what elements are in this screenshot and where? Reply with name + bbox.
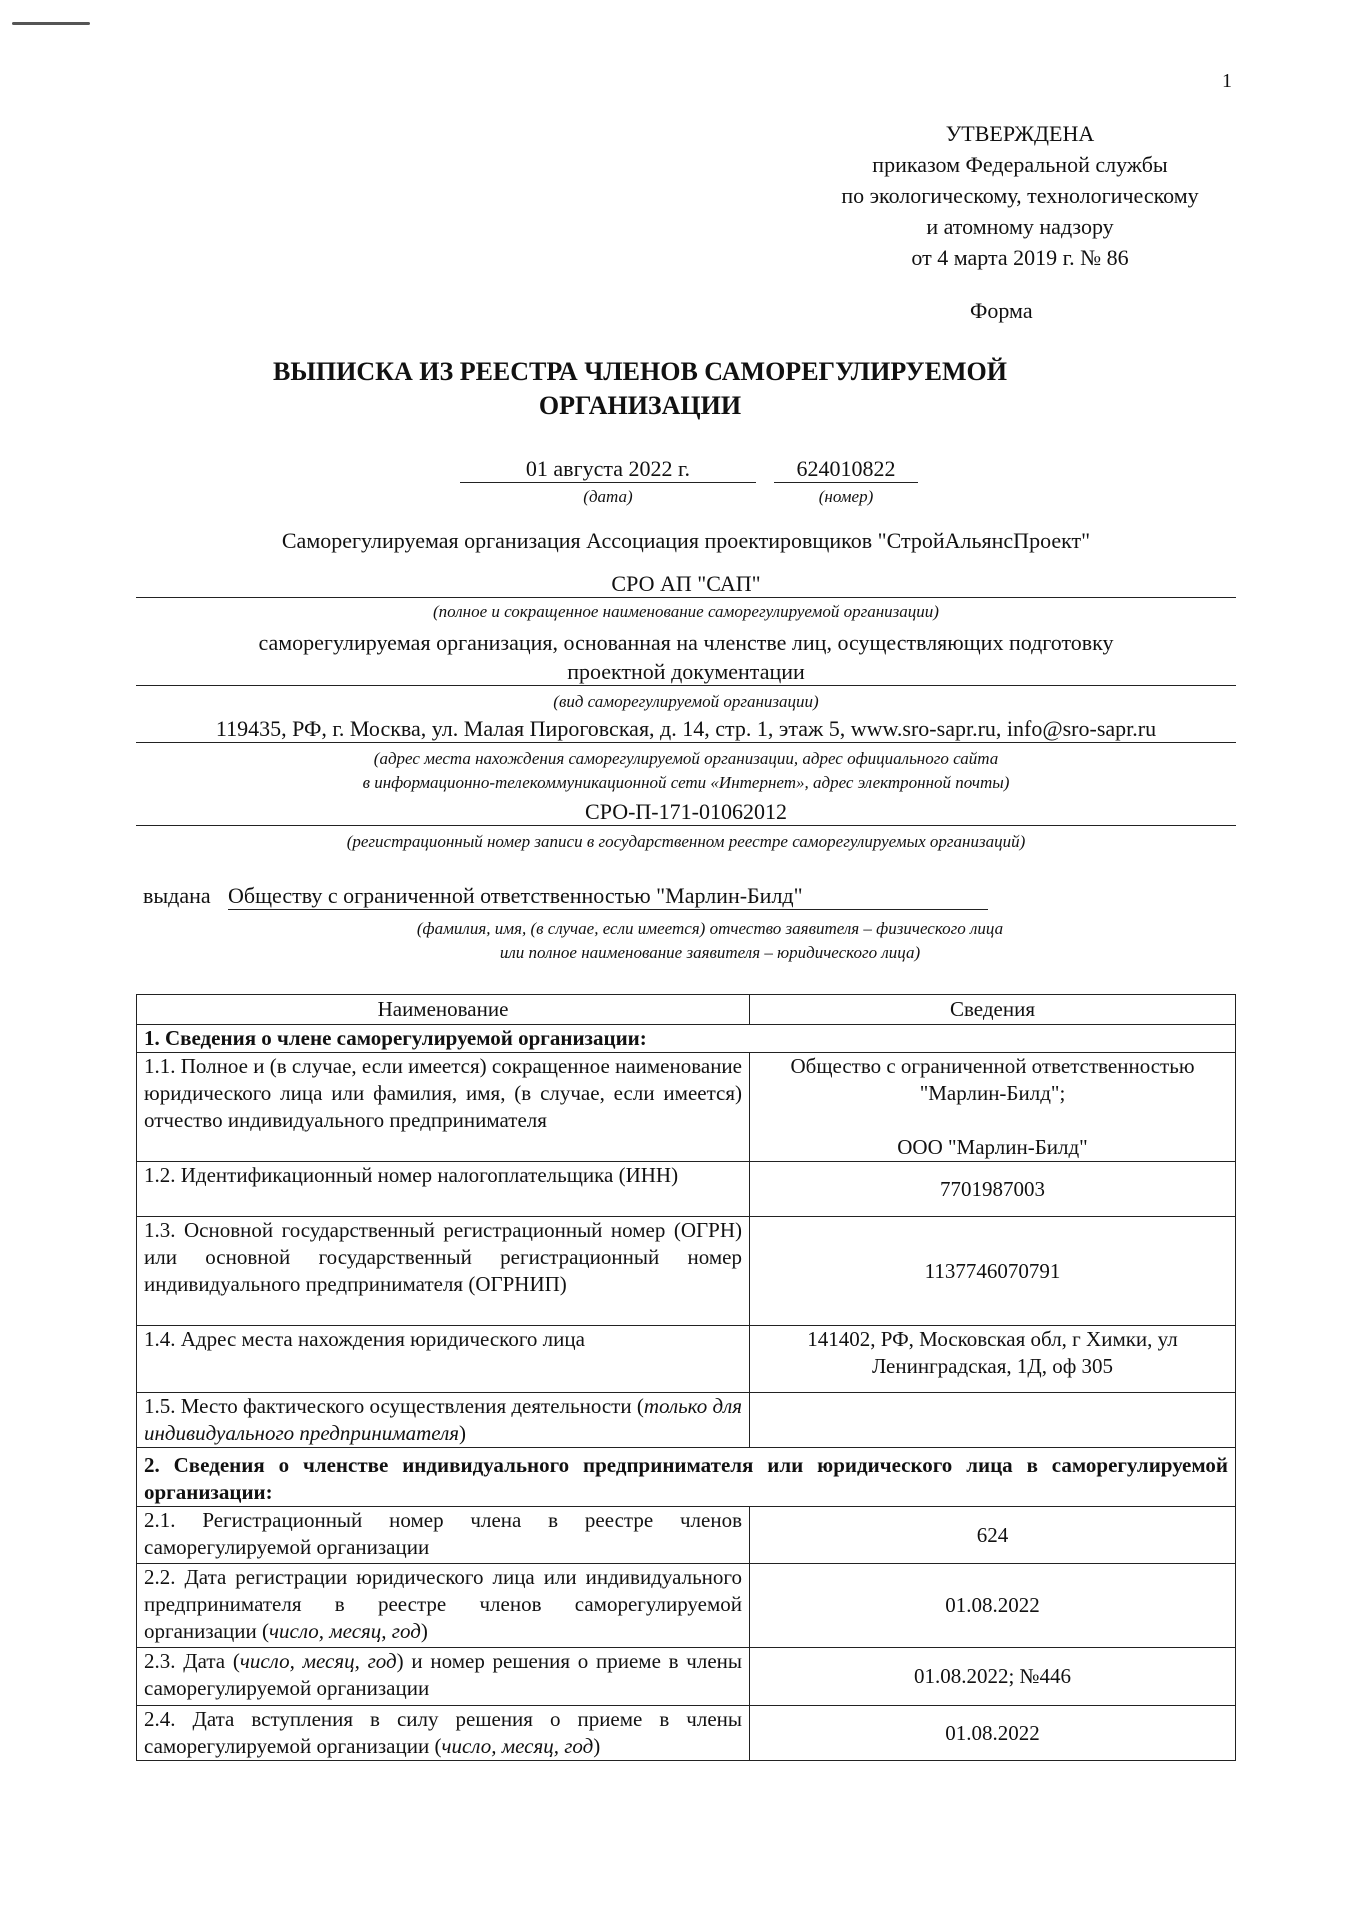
row-2-2-name (137, 1564, 750, 1648)
row-2-2-value: 01.08.2022 (750, 1564, 1236, 1648)
sro-full-name: Саморегулируемая организация Ассоциация проектировщиков "СтройАльянсПроект" (281, 528, 1091, 553)
table-row (137, 1162, 1236, 1217)
sro-type-caption: (вид саморегулируемой организации) (553, 692, 819, 711)
row-1-2-name: 1.2. Идентификационный номер налогоплательщика (ИНН) (137, 1162, 750, 1217)
page-number: 1 (1222, 70, 1232, 92)
approval-line: приказом Федеральной службы (872, 152, 1168, 177)
approval-block (770, 118, 1270, 273)
row-1-5-name (137, 1393, 750, 1448)
section-row (137, 1025, 1236, 1053)
title-line-2: ОРГАНИЗАЦИИ (538, 391, 742, 420)
issued-to: Обществу с ограниченной ответственностью "Марлин-Билд" (228, 883, 988, 910)
form-label: Форма (970, 298, 1033, 323)
approval-line: и атомному надзору (926, 214, 1114, 239)
approval-line: по экологическому, технологическому (841, 183, 1199, 208)
section-2-title: 2. Сведения о членстве индивидуального предпринимателя или юридического лица в саморегулируемой организации: (137, 1448, 1236, 1507)
row-2-2-text: 2.2. Дата регистрации юридического лица или индивидуального предпринимателя в реестре членов саморегулируемой организации ( (144, 1565, 742, 1643)
issued-caption-1: (фамилия, имя, (в случае, если имеется) отчество заявителя – физического лица (416, 919, 1004, 938)
row-1-4-name: 1.4. Адрес места нахождения юридического лица (137, 1326, 750, 1393)
number-caption: (номер) (818, 487, 874, 506)
approval-line: УТВЕРЖДЕНА (945, 121, 1095, 146)
table-row (137, 1507, 1236, 1564)
row-2-3-name (137, 1648, 750, 1706)
row-2-3-value: 01.08.2022; №446 (750, 1648, 1236, 1706)
header-info: Сведения (750, 995, 1236, 1025)
scan-artifact (12, 22, 90, 25)
table-row (137, 1564, 1236, 1648)
table-row (137, 1326, 1236, 1393)
row-2-4-value: 01.08.2022 (750, 1706, 1236, 1761)
sro-type-line-1: саморегулируемая организация, основанная на членстве лиц, осуществляющих подготовку (258, 630, 1114, 655)
issued-caption-2: или полное наименование заявителя – юридического лица) (499, 943, 921, 962)
table-row (137, 1217, 1236, 1326)
document-title (200, 355, 1080, 423)
row-2-3-end: ) и номер решения о приеме в члены саморегулируемой организации (144, 1649, 742, 1700)
row-1-5-end: ) (459, 1421, 467, 1445)
date-value: 01 августа 2022 г. (460, 456, 756, 483)
number-value: 624010822 (774, 456, 918, 483)
table-row (137, 1706, 1236, 1761)
row-2-3-text: 2.3. Дата ( (144, 1649, 240, 1673)
row-1-5-text: 1.5. Место фактического осуществления деятельности ( (144, 1394, 644, 1418)
sro-address-caption-2: в информационно-телекоммуникационной сети «Интернет», адрес электронной почты) (362, 773, 1010, 792)
row-2-2-italic: число, месяц, год (269, 1619, 421, 1643)
row-1-5-italic: только для индивидуального предпринимателя (144, 1394, 743, 1445)
row-2-4-end: ) (593, 1734, 601, 1758)
table-row (137, 1053, 1236, 1162)
sro-type-line-2: проектной документации (136, 659, 1236, 686)
row-2-3-italic: число, месяц, год (239, 1649, 397, 1673)
date-caption: (дата) (583, 487, 633, 506)
row-1-2-value: 7701987003 (750, 1162, 1236, 1217)
row-1-3-value: 1137746070791 (750, 1217, 1236, 1326)
row-2-2-end: ) (420, 1619, 428, 1643)
table-row (137, 1393, 1236, 1448)
header-name: Наименование (137, 995, 750, 1025)
row-2-1-value: 624 (750, 1507, 1236, 1564)
sro-address: 119435, РФ, г. Москва, ул. Малая Пироговская, д. 14, стр. 1, этаж 5, www.sro-sapr.ru, info@sro-sapr.ru (136, 716, 1236, 743)
row-1-1-name: 1.1. Полное и (в случае, если имеется) сокращенное наименование юридического лица или фамилия, имя, (в случае, если имеется) отчество индивидуального предпринимателя (137, 1053, 750, 1162)
issued-label: выдана (143, 883, 211, 908)
sro-short-name: СРО АП "САП" (136, 571, 1236, 598)
table-header-row (137, 995, 1236, 1025)
sro-reg-number: СРО-П-171-01062012 (136, 799, 1236, 826)
sro-reg-caption: (регистрационный номер записи в государственном реестре саморегулируемых организаций) (346, 832, 1026, 851)
member-full-name: Общество с ограниченной ответственностью "Марлин-Билд"; (790, 1054, 1195, 1105)
approval-line: от 4 марта 2019 г. № 86 (911, 245, 1129, 270)
row-1-5-value (750, 1393, 1236, 1448)
sro-address-caption-1: (адрес места нахождения саморегулируемой организации, адрес официального сайта (373, 749, 999, 768)
table-row (137, 1648, 1236, 1706)
row-1-1-value (750, 1053, 1236, 1162)
row-2-1-name: 2.1. Регистрационный номер члена в реестре членов саморегулируемой организации (137, 1507, 750, 1564)
row-2-4-italic: число, месяц, год (441, 1734, 594, 1758)
member-info-table (136, 994, 1236, 1761)
row-2-4-name (137, 1706, 750, 1761)
row-2-4-text: 2.4. Дата вступления в силу решения о приеме в члены саморегулируемой организации ( (144, 1707, 742, 1758)
sro-name-caption: (полное и сокращенное наименование саморегулируемой организации) (433, 602, 939, 621)
row-1-3-name: 1.3. Основной государственный регистрационный номер (ОГРН) или основной государственный регистрационный номер индивидуального предпринимателя (ОГРНИП) (137, 1217, 750, 1326)
row-1-4-value: 141402, РФ, Московская обл, г Химки, ул Ленинградская, 1Д, оф 305 (750, 1326, 1236, 1393)
section-row (137, 1448, 1236, 1507)
title-line-1: ВЫПИСКА ИЗ РЕЕСТРА ЧЛЕНОВ САМОРЕГУЛИРУЕМОЙ (273, 357, 1007, 386)
member-short-name: ООО "Марлин-Билд" (897, 1135, 1088, 1159)
section-1-title: 1. Сведения о члене саморегулируемой организации: (137, 1025, 1236, 1053)
